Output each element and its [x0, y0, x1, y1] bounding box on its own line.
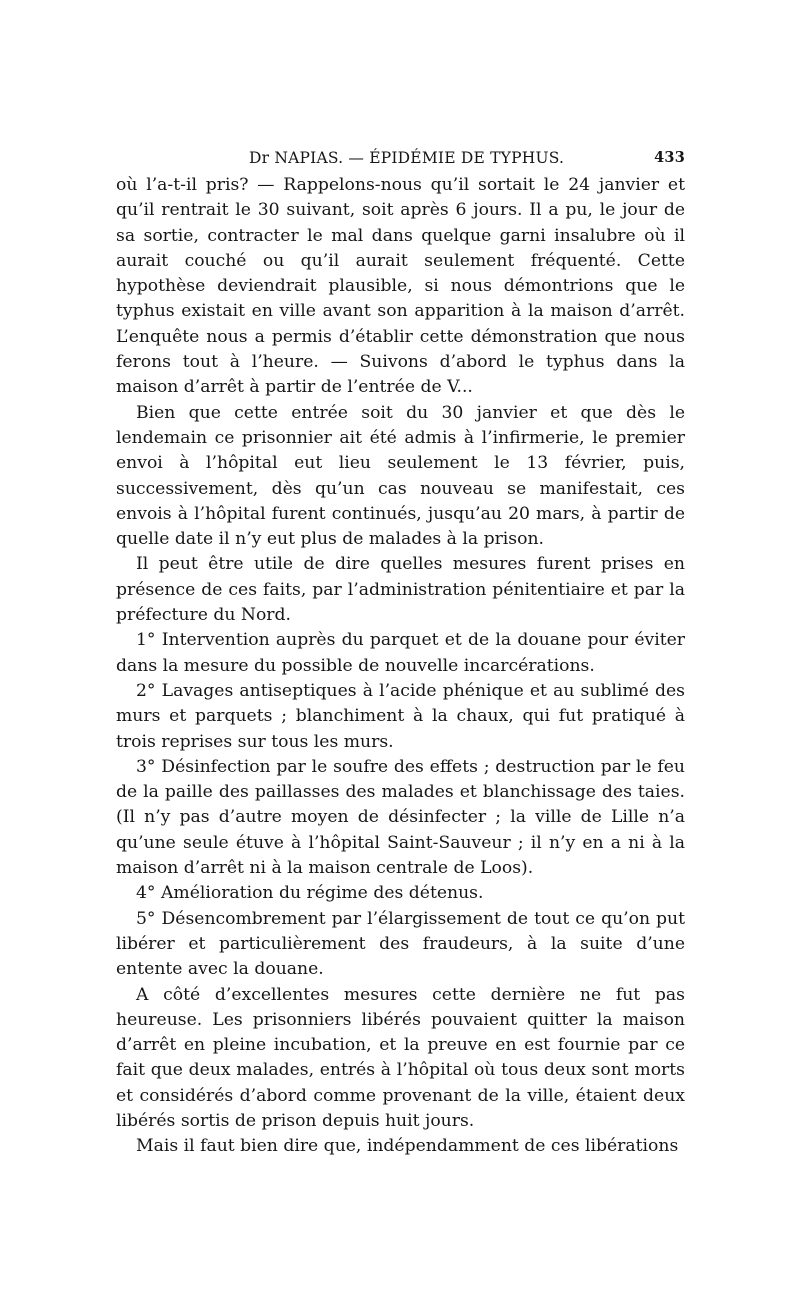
page-number: 433: [654, 149, 685, 166]
paragraph-continued: où l’a-t-il pris? — Rappelons-nous qu’il sortait le 24 janvier et qu’il rentrait le 30 suivant, soit après 6 jours. Il a pu, le jour de sa sortie, contracter le mal dans quelque garni insalubre où il aurait couché ou qu’il aurait seulement fréquenté. Cette hypothèse deviendrait plausible, si nous démontrions que le typhus existait en ville avant son apparition à la maison d’arrêt. L’enquête nous a permis d’établir cette démonstration que nous ferons tout à l’heure. — Suivons d’abord le typhus dans la maison d’arrêt à partir de l’entrée de V...: [116, 175, 685, 398]
paragraph-final: Mais il faut bien dire que, indépendamment de ces libérations: [136, 1136, 679, 1157]
list-item-measure-5: 5° Désencombrement par l’élargissement de tout ce qu’on put libérer et particulièrement des fraudeurs, à la suite d’une entente avec la douane.: [116, 908, 685, 980]
list-item-measure-2: 2° Lavages antiseptiques à l’acide phénique et au sublimé des murs et parquets ; blanchiment à la chaux, qui fut pratiqué à trois reprises sur tous les murs.: [116, 680, 685, 752]
paragraph: A côté d’excellentes mesures cette dernière ne fut pas heureuse. Les prisonniers libérés pouvaient quitter la maison d’arrêt en pleine incubation, et la preuve en est fournie par ce fait que deux malades, entrés à l’hôpital où tous deux sont morts et considérés d’abord comme provenant de la ville, étaient deux libérés sortis de prison depuis huit jours.: [116, 984, 685, 1131]
running-title: Dr NAPIAS. — ÉPIDÉMIE DE TYPHUS.: [249, 149, 565, 167]
body-text: [116, 173, 685, 1160]
list-item-measure-3: 3° Désinfection par le soufre des effets ; destruction par le feu de la paille des paillasses des malades et blanchissage des taies. (Il n’y pas d’autre moyen de désinfecter ; la ville de Lille n’a qu’une seule étuve à l’hôpital Saint-Sauveur ; il n’y en a ni à la maison d’arrêt ni à la maison centrale de Loos).: [116, 756, 685, 879]
paragraph: Il peut être utile de dire quelles mesures furent prises en présence de ces faits, par l’administration pénitentiaire et par la préfecture du Nord.: [116, 554, 685, 626]
list-item-measure-1: 1° Intervention auprès du parquet et de la douane pour éviter dans la mesure du possible de nouvelle incarcérations.: [116, 630, 685, 676]
list-item-measure-4: 4° Amélioration du régime des détenus.: [136, 883, 484, 904]
paragraph: Bien que cette entrée soit du 30 janvier et que dès le lendemain ce prisonnier ait été admis à l’infirmerie, le premier envoi à l’hôpital eut lieu seulement le 13 février, puis, successivement, dès qu’un cas nouveau se manifestait, ces envois à l’hôpital furent continués, jusqu’au 20 mars, à partir de quelle date il n’y eut plus de malades à la prison.: [116, 402, 685, 550]
running-header: [116, 146, 685, 170]
